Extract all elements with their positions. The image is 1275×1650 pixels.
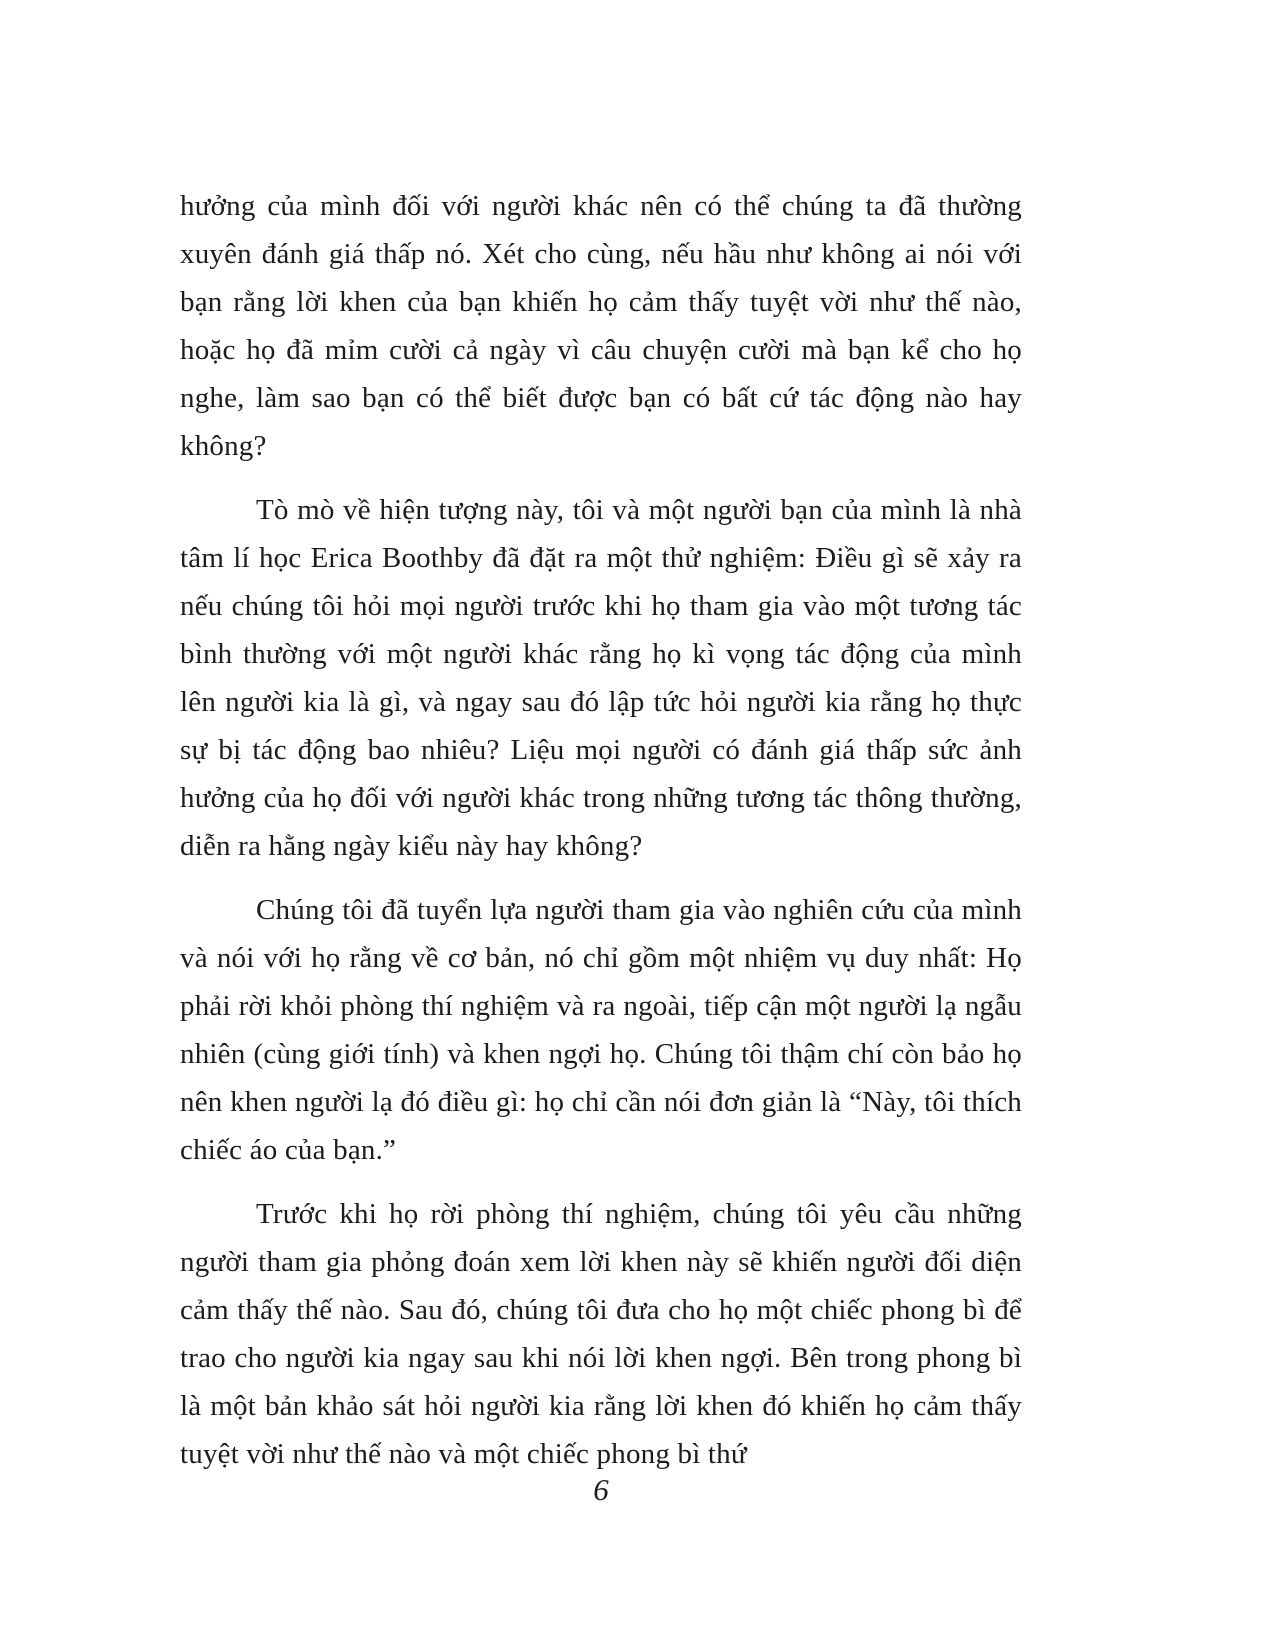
paragraph-continuation: hưởng của mình đối với người khác nên có thể chúng ta đã thường xuyên đánh giá thấp nó. Xét cho cùng, nếu hầu như không ai nói với bạn rằng lời khen của bạn khiến họ cảm thấy tuyệt vời như thế nào, hoặc họ đã mỉm cười cả ngày vì câu chuyện cười mà bạn kể cho họ nghe, làm sao bạn có thể biết được bạn có bất cứ tác động nào hay không? xyxy=(180,190,1022,462)
paragraph: Chúng tôi đã tuyển lựa người tham gia vào nghiên cứu của mình và nói với họ rằng về cơ bản, nó chỉ gồm một nhiệm vụ duy nhất: Họ phải rời khỏi phòng thí nghiệm và ra ngoài, tiếp cận một người lạ ngẫu nhiên (cùng giới tính) và khen ngợi họ. Chúng tôi thậm chí còn bảo họ nên khen người lạ đó điều gì: họ chỉ cần nói đơn giản là “Này, tôi thích chiếc áo của bạn.” xyxy=(180,894,1022,1166)
book-page-text xyxy=(180,182,1022,1494)
page-number: 6 xyxy=(593,1472,609,1507)
paragraph: Trước khi họ rời phòng thí nghiệm, chúng tôi yêu cầu những người tham gia phỏng đoán xem lời khen này sẽ khiến người đối diện cảm thấy thế nào. Sau đó, chúng tôi đưa cho họ một chiếc phong bì để trao cho người kia ngay sau khi nói lời khen ngợi. Bên trong phong bì là một bản khảo sát hỏi người kia rằng lời khen đó khiến họ cảm thấy tuyệt vời như thế nào và một chiếc phong bì thứ xyxy=(180,1198,1022,1470)
paragraph: Tò mò về hiện tượng này, tôi và một người bạn của mình là nhà tâm lí học Erica Boothby đã đặt ra một thử nghiệm: Điều gì sẽ xảy ra nếu chúng tôi hỏi mọi người trước khi họ tham gia vào một tương tác bình thường với một người khác rằng họ kì vọng tác động của mình lên người kia là gì, và ngay sau đó lập tức hỏi người kia rằng họ thực sự bị tác động bao nhiêu? Liệu mọi người có đánh giá thấp sức ảnh hưởng của họ đối với người khác trong những tương tác thông thường, diễn ra hằng ngày kiểu này hay không? xyxy=(180,494,1022,862)
